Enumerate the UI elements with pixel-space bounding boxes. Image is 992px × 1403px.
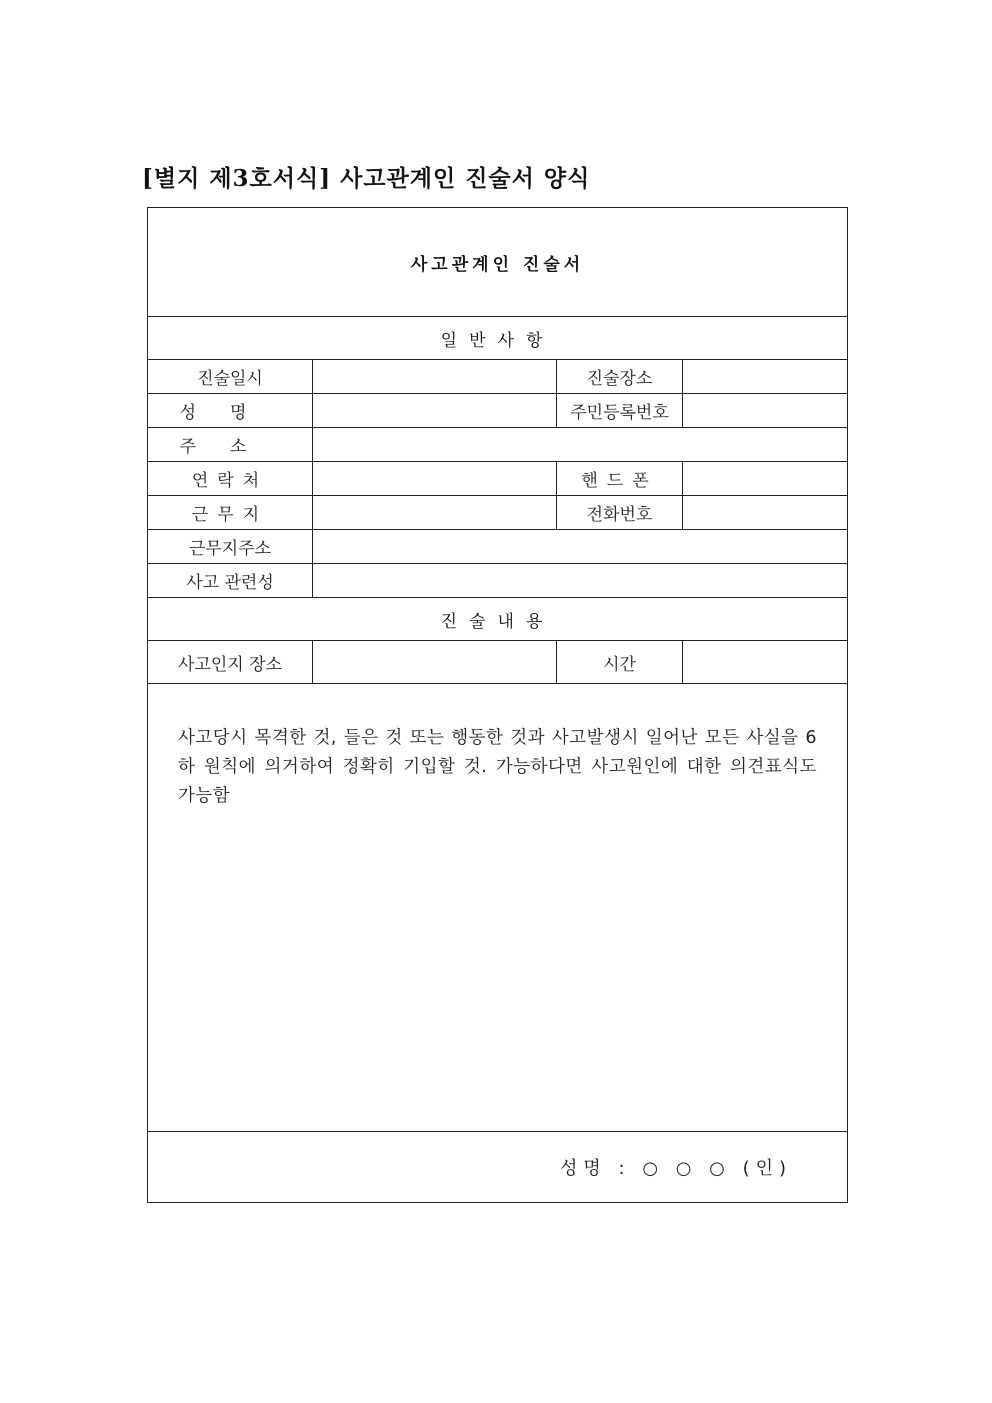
label-relation: 사고 관련성 (148, 564, 313, 598)
field-phone[interactable] (683, 496, 848, 530)
section-statement-header: 진술내용 (148, 598, 848, 641)
label-statement-datetime: 진술일시 (148, 360, 313, 394)
field-statement-place[interactable] (683, 360, 848, 394)
field-resident-number[interactable] (683, 394, 848, 428)
statement-content-area[interactable] (148, 684, 848, 1132)
field-recognized-place[interactable] (313, 641, 557, 684)
form-caption: [별지 제3호서식] 사고관계인 진술서 양식 (142, 165, 591, 192)
label-recognized-place: 사고인지 장소 (148, 641, 313, 684)
label-phone: 전화번호 (557, 496, 683, 530)
field-address[interactable] (313, 428, 848, 462)
form-title: 사고관계인 진술서 (148, 208, 848, 317)
field-relation[interactable] (313, 564, 848, 598)
label-mobile: 핸드폰 (557, 462, 683, 496)
field-workplace-address[interactable] (313, 530, 848, 564)
field-name[interactable] (313, 394, 557, 428)
section-general-header: 일반사항 (148, 317, 848, 360)
statement-instruction: 사고당시 목격한 것, 들은 것 또는 행동한 것과 사고발생시 일어난 모든 사실을 6하 원칙에 의거하여 정확히 기입할 것. 가능하다면 사고원인에 대한 의견표식도 가능함 (178, 728, 818, 806)
field-statement-datetime[interactable] (313, 360, 557, 394)
label-workplace-address: 근무지주소 (148, 530, 313, 564)
label-time: 시간 (557, 641, 683, 684)
label-name: 성명 (148, 394, 313, 428)
field-mobile[interactable] (683, 462, 848, 496)
label-workplace: 근무지 (148, 496, 313, 530)
label-resident-number: 주민등록번호 (557, 394, 683, 428)
signature-line: 성명 : ○ ○ ○ (인) (560, 1158, 793, 1179)
label-address: 주소 (148, 428, 313, 462)
statement-form (147, 207, 848, 1203)
field-workplace[interactable] (313, 496, 557, 530)
field-time[interactable] (683, 641, 848, 684)
signature-row (148, 1132, 848, 1203)
label-statement-place: 진술장소 (557, 360, 683, 394)
field-contact[interactable] (313, 462, 557, 496)
label-contact: 연락처 (148, 462, 313, 496)
